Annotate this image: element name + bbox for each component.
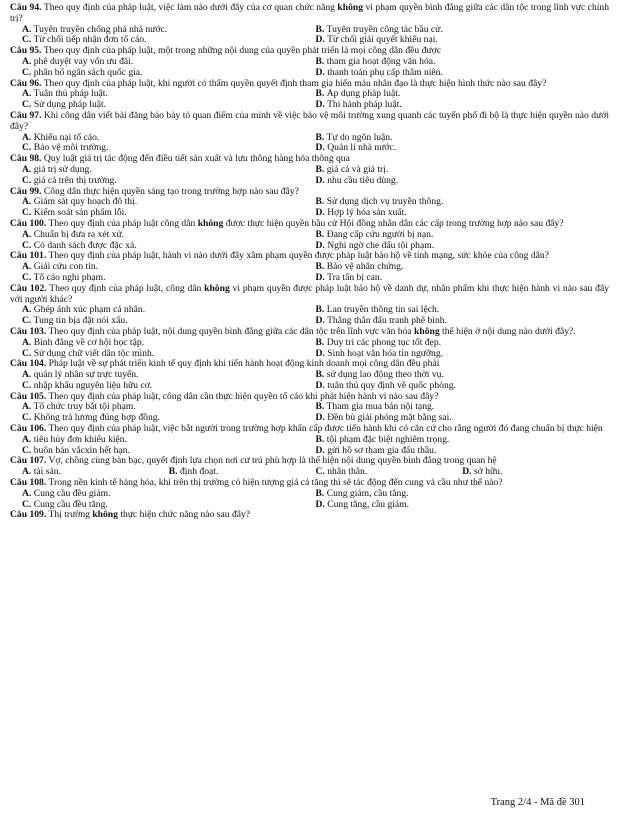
answer-option bbox=[22, 25, 316, 36]
option-text: Đang cấp cứu người bị nạn. bbox=[326, 229, 434, 240]
answer-option bbox=[22, 133, 316, 144]
question-stem bbox=[10, 478, 609, 489]
option-letter: C. bbox=[22, 272, 32, 283]
option-letter: D. bbox=[462, 467, 472, 478]
question-list bbox=[10, 3, 609, 521]
option-letter: B. bbox=[315, 229, 325, 240]
answer-option bbox=[316, 197, 610, 208]
option-text: Cung cầu đều tăng. bbox=[33, 499, 108, 510]
option-letter: A. bbox=[22, 467, 32, 478]
option-text: Sử dụng dịch vụ truyền thông. bbox=[326, 197, 444, 208]
option-text: Tuyên truyền chống phá nhà nước. bbox=[33, 24, 168, 35]
option-text: tuân thủ quy định về quốc phòng. bbox=[327, 380, 456, 391]
option-letter: B. bbox=[315, 56, 325, 67]
answer-option bbox=[22, 402, 316, 413]
question-number: Câu 108. bbox=[10, 477, 47, 489]
option-text: Giám sát quy hoạch đô thị. bbox=[33, 197, 138, 208]
answer-options bbox=[22, 338, 609, 360]
option-text: thanh toán phụ cấp thâm niên. bbox=[327, 67, 443, 78]
option-text: sử dụng lao động theo thời vụ. bbox=[326, 370, 444, 381]
answer-options bbox=[22, 305, 609, 327]
option-text: Bảo vệ môi trường. bbox=[33, 143, 109, 154]
option-text: định đoạt. bbox=[179, 467, 219, 478]
answer-options bbox=[22, 230, 609, 252]
option-letter: D. bbox=[315, 208, 325, 219]
option-letter: D. bbox=[315, 499, 325, 510]
answer-options bbox=[22, 489, 609, 511]
option-letter: C. bbox=[22, 316, 32, 327]
stem-text: vi phạm quyền bình đẳng giữa các dân tộc trong lĩnh vực chính trị? bbox=[10, 2, 610, 24]
answer-option bbox=[316, 305, 610, 316]
answer-options bbox=[22, 133, 609, 155]
option-letter: B. bbox=[315, 89, 325, 100]
option-text: nhân thân. bbox=[327, 467, 368, 478]
option-letter: A. bbox=[22, 89, 32, 100]
option-letter: D. bbox=[315, 348, 325, 359]
option-letter: A. bbox=[22, 164, 32, 175]
question-stem bbox=[10, 219, 609, 230]
option-text: Tố cáo nghi phạm. bbox=[33, 272, 106, 283]
question-stem bbox=[10, 187, 609, 198]
question-stem bbox=[10, 3, 609, 25]
answer-option bbox=[316, 500, 610, 511]
option-text: Cung giảm, cầu tăng. bbox=[326, 488, 409, 499]
option-text: Không trả lương đúng hợp đồng. bbox=[33, 413, 160, 424]
question-number: Câu 103. bbox=[10, 325, 47, 337]
answer-option bbox=[22, 305, 316, 316]
option-letter: D. bbox=[315, 413, 325, 424]
question-stem bbox=[10, 392, 609, 403]
answer-options bbox=[22, 165, 609, 187]
option-letter: A. bbox=[22, 402, 32, 413]
option-text: Tuyên truyền công tác bầu cử. bbox=[326, 24, 443, 35]
answer-options bbox=[22, 402, 609, 424]
option-letter: D. bbox=[315, 240, 325, 251]
option-letter: A. bbox=[22, 370, 32, 381]
option-text: Sử dụng chữ viết dân tộc mình. bbox=[33, 348, 155, 359]
stem-text: Theo quy định của pháp luật, công dân bbox=[49, 282, 205, 294]
answer-option bbox=[316, 176, 610, 187]
option-text: Đền bù giải phóng mặt bằng sai. bbox=[327, 413, 452, 424]
answer-option bbox=[316, 489, 610, 500]
answer-option bbox=[22, 230, 316, 241]
stem-text: Khi công dân viết bài đăng báo bày tỏ quan điểm của mình về việc bảo vệ môi trường xung quanh các tuyến phố đi bộ là thực hiện quyền nào dưới đây? bbox=[10, 109, 610, 132]
option-text: quản lý nhân sự trực tuyến. bbox=[33, 370, 139, 381]
answer-option bbox=[22, 165, 316, 176]
option-text: Sử dụng pháp luật. bbox=[33, 100, 107, 111]
option-letter: C. bbox=[22, 499, 32, 510]
question-number: Câu 107. bbox=[10, 455, 47, 467]
answer-options bbox=[22, 262, 609, 284]
question-number: Câu 102. bbox=[10, 282, 47, 294]
question-stem bbox=[10, 79, 609, 90]
answer-option bbox=[316, 338, 610, 349]
option-text: Thẳng thắn đấu tranh phê bình. bbox=[327, 316, 447, 327]
question-stem bbox=[10, 284, 609, 306]
option-letter: A. bbox=[22, 56, 32, 67]
stem-text: Theo quy định của pháp luật, nội dung quyền bình đẳng giữa các dân tộc trên lĩnh vực văn hóa bbox=[48, 325, 415, 337]
question-number: Câu 109. bbox=[10, 509, 47, 521]
option-text: giá cả và giá trị. bbox=[326, 164, 389, 175]
answer-options bbox=[22, 197, 609, 219]
negation-word: không bbox=[197, 217, 224, 229]
answer-options bbox=[22, 57, 609, 79]
option-text: Cung cầu đều giảm. bbox=[33, 488, 111, 499]
answer-option bbox=[316, 89, 610, 100]
answer-option bbox=[22, 370, 316, 381]
option-text: Cung tăng, cầu giảm. bbox=[327, 499, 410, 510]
option-letter: B. bbox=[315, 402, 325, 413]
option-letter: B. bbox=[315, 434, 325, 445]
question-stem bbox=[10, 154, 609, 165]
question-number: Câu 106. bbox=[10, 423, 47, 435]
question-number: Câu 100. bbox=[10, 217, 47, 229]
question-number: Câu 96. bbox=[10, 77, 42, 89]
option-letter: C. bbox=[22, 240, 32, 251]
option-letter: B. bbox=[315, 305, 325, 316]
option-letter: A. bbox=[22, 197, 32, 208]
option-text: Tuân thủ pháp luật. bbox=[33, 89, 108, 100]
option-letter: D. bbox=[315, 380, 325, 391]
answer-option bbox=[22, 262, 316, 273]
option-text: Tung tin bịa đặt nói xấu. bbox=[33, 316, 128, 327]
stem-text: Trong nền kinh tế hàng hóa, khi trên thị trường có hiện tượng giá cả tăng thì sẽ tác động đến cung và cầu như thế nào? bbox=[48, 477, 503, 489]
option-text: buôn bán vắcxin hết hạn. bbox=[33, 445, 130, 456]
question-stem bbox=[10, 111, 609, 133]
option-letter: C. bbox=[22, 208, 32, 219]
negation-word: không bbox=[414, 325, 440, 337]
option-text: sở hữu. bbox=[473, 467, 503, 478]
option-text: Thi hành pháp luật. bbox=[327, 100, 402, 111]
answer-option bbox=[316, 57, 610, 68]
stem-text: thể hiện ở nội dung nào dưới đây?. bbox=[439, 325, 576, 337]
answer-option bbox=[22, 435, 316, 446]
option-letter: C. bbox=[22, 143, 32, 154]
option-text: tội phạm đặc biệt nghiêm trọng. bbox=[326, 434, 450, 445]
answer-option bbox=[316, 165, 610, 176]
negation-word: không bbox=[92, 509, 118, 521]
option-letter: B. bbox=[168, 467, 178, 478]
option-letter: C. bbox=[22, 413, 32, 424]
stem-text: Theo quy định của pháp luật, công dân cần thực hiện quyền tố cáo khi phát hiện hành vi nào sau đây? bbox=[48, 390, 439, 402]
stem-text: Theo quy định của pháp luật, việc bắt người trong trường hợp khẩn cấp được tiến hành khi có căn cứ cho rằng người đó đang chuẩn bị thực hiện bbox=[48, 423, 603, 435]
negation-word: không bbox=[337, 2, 364, 13]
option-letter: A. bbox=[22, 305, 32, 316]
option-text: gửi hồ sơ tham gia đấu thầu. bbox=[327, 445, 437, 456]
question-number: Câu 105. bbox=[10, 390, 47, 402]
option-letter: B. bbox=[315, 164, 325, 175]
option-text: Tự do ngôn luận. bbox=[326, 132, 393, 143]
option-text: giá cả trên thị trường. bbox=[33, 175, 117, 186]
question-number: Câu 95. bbox=[10, 45, 42, 57]
option-letter: D. bbox=[315, 175, 325, 186]
option-letter: C. bbox=[22, 348, 32, 359]
question-number: Câu 104. bbox=[10, 358, 47, 370]
option-letter: B. bbox=[315, 337, 325, 348]
option-letter: B. bbox=[315, 132, 325, 143]
stem-text: Pháp luật về sự phát triển kinh tế quy định khi tiến hành hoạt động kinh doanh mọi công dân đều phải bbox=[48, 358, 440, 370]
answer-option bbox=[316, 435, 610, 446]
answer-option bbox=[22, 338, 316, 349]
stem-text: Quy luật giá trị tác động đến điều tiết sản xuất và lưu thông hàng hóa thông qua bbox=[43, 153, 350, 165]
option-text: Tra tấn bị can. bbox=[327, 272, 383, 283]
option-text: Từ chối tiếp nhận đơn tố cáo. bbox=[33, 35, 147, 46]
option-text: Áp dụng pháp luật. bbox=[326, 89, 401, 100]
answer-option bbox=[22, 197, 316, 208]
option-letter: D. bbox=[315, 445, 325, 456]
stem-text: Vợ, chồng cùng bàn bạc, quyết định lựa chọn nơi cư trú phù hợp là thể hiện nội dung quyền bình đẳng trong quan hệ bbox=[48, 455, 497, 467]
question-stem bbox=[10, 327, 609, 338]
question-number: Câu 94. bbox=[10, 2, 42, 13]
option-letter: C. bbox=[22, 175, 32, 186]
option-text: Từ chối giải quyết khiếu nại. bbox=[327, 35, 438, 46]
answer-options bbox=[22, 370, 609, 392]
answer-option bbox=[316, 230, 610, 241]
answer-option bbox=[22, 89, 316, 100]
option-text: Nghi ngờ che dấu tội phạm. bbox=[327, 240, 435, 251]
option-text: Khiếu nại tố cáo. bbox=[33, 132, 100, 143]
option-letter: A. bbox=[22, 488, 32, 499]
option-letter: B. bbox=[315, 24, 325, 35]
question-stem bbox=[10, 510, 609, 521]
option-text: Tổ chức truy bắt tội phạm. bbox=[33, 402, 136, 413]
option-letter: A. bbox=[22, 24, 32, 35]
option-text: giá trị sử dụng. bbox=[33, 164, 92, 175]
option-letter: C. bbox=[22, 67, 32, 78]
option-letter: C. bbox=[22, 100, 32, 111]
option-letter: A. bbox=[22, 132, 32, 143]
stem-text: thực hiện chức năng nào sau đây? bbox=[117, 509, 251, 521]
answer-option bbox=[22, 489, 316, 500]
stem-text: Thị trường bbox=[48, 509, 93, 521]
option-letter: D. bbox=[315, 35, 325, 46]
answer-options bbox=[22, 435, 609, 457]
option-letter: B. bbox=[315, 197, 325, 208]
answer-option bbox=[316, 133, 610, 144]
question-number: Câu 98. bbox=[10, 153, 42, 165]
option-letter: A. bbox=[22, 337, 32, 348]
question-stem bbox=[10, 251, 609, 262]
page-footer: Trang 2/4 - Mã đề 301 bbox=[490, 797, 585, 808]
answer-option bbox=[316, 262, 610, 273]
option-text: Chuẩn bị đưa ra xét xử. bbox=[33, 229, 125, 240]
option-text: phê duyệt vay vốn ưu đãi. bbox=[33, 56, 134, 67]
question-stem bbox=[10, 359, 609, 370]
option-letter: D. bbox=[315, 316, 325, 327]
option-text: tài sản. bbox=[33, 467, 61, 478]
question-stem bbox=[10, 456, 609, 467]
answer-options bbox=[22, 25, 609, 47]
option-text: Bình đẳng về cơ hội học tập. bbox=[33, 337, 145, 348]
option-text: Sinh hoạt văn hóa tín ngưỡng. bbox=[327, 348, 444, 359]
option-letter: B. bbox=[315, 488, 325, 499]
stem-text: Công dân thực hiện quyền sáng tạo trong trường hợp nào sau đây? bbox=[43, 185, 299, 197]
option-letter: A. bbox=[22, 434, 32, 445]
answer-option bbox=[316, 25, 610, 36]
stem-text: Theo quy định của pháp luật, hành vi nào dưới đây xâm phạm quyền được pháp luật bảo hộ về tính mạng, sức khỏe của công dân? bbox=[48, 250, 549, 262]
option-letter: C. bbox=[22, 445, 32, 456]
stem-text: vi phạm quyền được pháp luật bảo hộ về danh dự, nhân phẩm khi thực hiện hành vi nào sau đây với người khác? bbox=[10, 282, 610, 305]
question-number: Câu 97. bbox=[10, 109, 42, 121]
option-text: Duy trì các phong tục tốt đẹp. bbox=[326, 337, 442, 348]
option-text: Ghép ảnh xúc phạm cá nhân. bbox=[33, 305, 146, 316]
option-letter: B. bbox=[315, 262, 325, 273]
option-text: Tham gia mua bán nội tạng. bbox=[326, 402, 435, 413]
question-number: Câu 101. bbox=[10, 250, 47, 262]
option-letter: D. bbox=[315, 100, 325, 111]
option-letter: D. bbox=[315, 272, 325, 283]
option-letter: C. bbox=[315, 467, 325, 478]
option-text: Giải cứu con tin. bbox=[33, 262, 99, 273]
question-stem bbox=[10, 46, 609, 57]
negation-word: không bbox=[204, 282, 230, 294]
option-text: tiêu hủy đơn khiếu kiện. bbox=[33, 434, 128, 445]
option-letter: A. bbox=[22, 262, 32, 273]
option-text: phân bổ ngân sách quốc gia. bbox=[33, 67, 143, 78]
stem-text: Theo quy định của pháp luật, khi người có thẩm quyền quyết định tham gia hiến máu nhân đạo là thực hiện hình thức nào sau đây? bbox=[43, 77, 547, 89]
option-letter: B. bbox=[315, 370, 325, 381]
option-text: Quản lí nhà nước. bbox=[327, 143, 397, 154]
option-letter: A. bbox=[22, 229, 32, 240]
option-text: Lan truyền thông tin sai lệch. bbox=[326, 305, 440, 316]
option-text: Có danh sách được đặc xá. bbox=[33, 240, 137, 251]
answer-option bbox=[316, 402, 610, 413]
option-text: nhu cầu tiêu dùng. bbox=[327, 175, 399, 186]
option-text: Bảo vệ nhân chứng. bbox=[326, 262, 404, 273]
question-number: Câu 99. bbox=[10, 185, 42, 197]
option-letter: C. bbox=[22, 35, 32, 46]
stem-text: Theo quy định của pháp luật, việc làm nào dưới đây của cơ quan chức năng bbox=[43, 2, 338, 13]
answer-option bbox=[316, 370, 610, 381]
option-text: Hợp lý hóa sản xuất. bbox=[327, 208, 407, 219]
answer-options bbox=[22, 89, 609, 111]
answer-option bbox=[22, 57, 316, 68]
stem-text: được thực hiện quyền bầu cử Hội đồng nhân dân các cấp trong trường hợp nào sau đây? bbox=[223, 217, 564, 229]
stem-text: Theo quy định của pháp luật công dân bbox=[48, 217, 198, 229]
option-text: tham gia hoạt động văn hóa. bbox=[326, 56, 436, 67]
option-letter: D. bbox=[315, 143, 325, 154]
stem-text: Theo quy định của pháp luật, một trong những nội dung của quyền phát triển là mọi công dân đều được bbox=[43, 45, 441, 57]
option-text: Kiểm soát sản phẩm lỗi. bbox=[33, 208, 127, 219]
option-letter: C. bbox=[22, 380, 32, 391]
option-text: nhập khẩu nguyên liệu hữu cơ. bbox=[33, 380, 153, 391]
option-letter: D. bbox=[315, 67, 325, 78]
question-stem bbox=[10, 424, 609, 435]
answer-option bbox=[316, 143, 610, 154]
